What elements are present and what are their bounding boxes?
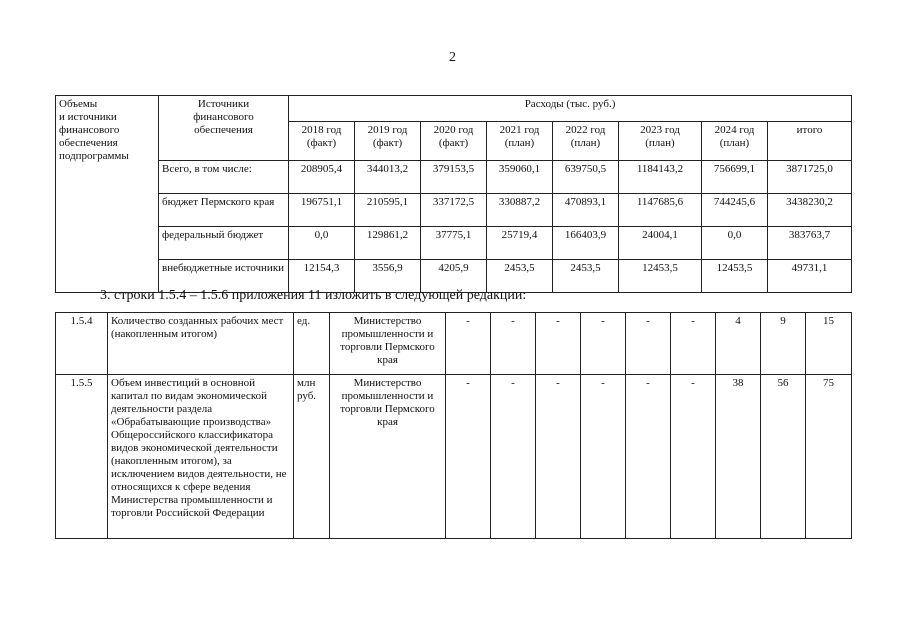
cell-value: 470893,1	[553, 194, 619, 227]
cell-value: 4205,9	[421, 260, 487, 293]
cell-value: 9	[761, 313, 806, 375]
cell-value: 0,0	[702, 227, 768, 260]
table-row	[56, 161, 852, 194]
cell-value: 12453,5	[702, 260, 768, 293]
indicator-description: Количество созданных рабочих мест (накопленным итогом)	[108, 313, 294, 375]
table-row	[56, 194, 852, 227]
cell-value: 3556,9	[355, 260, 421, 293]
cell-value: -	[446, 375, 491, 539]
cell-value: -	[671, 313, 716, 375]
cell-value: -	[491, 313, 536, 375]
cell-value: 1184143,2	[619, 161, 702, 194]
cell-value: -	[626, 313, 671, 375]
cell-value: 210595,1	[355, 194, 421, 227]
year-header: 2018 год (факт)	[289, 122, 355, 161]
cell-value: 208905,4	[289, 161, 355, 194]
financing-label: Объемы и источники финансового обеспечения подпрограммы	[56, 96, 159, 293]
year-header: 2023 год (план)	[619, 122, 702, 161]
cell-value: -	[536, 313, 581, 375]
table-row	[56, 375, 852, 539]
row-label: федеральный бюджет	[159, 227, 289, 260]
unit-cell: ед.	[294, 313, 330, 375]
cell-value: 166403,9	[553, 227, 619, 260]
cell-value: 2453,5	[487, 260, 553, 293]
cell-value: 756699,1	[702, 161, 768, 194]
cell-value: 383763,7	[768, 227, 852, 260]
row-number: 1.5.4	[56, 313, 108, 375]
cell-value: 38	[716, 375, 761, 539]
cell-value: -	[626, 375, 671, 539]
year-header: 2020 год (факт)	[421, 122, 487, 161]
row-label: внебюджетные источники	[159, 260, 289, 293]
responsible-org: Министерство промышленности и торговли Пермского края	[330, 313, 446, 375]
cell-value: 330887,2	[487, 194, 553, 227]
cell-value: 37775,1	[421, 227, 487, 260]
row-label: Всего, в том числе:	[159, 161, 289, 194]
cell-value: 639750,5	[553, 161, 619, 194]
cell-value: -	[581, 313, 626, 375]
instruction-text: 3. строки 1.5.4 – 1.5.6 приложения 11 изложить в следующей редакции:	[100, 288, 527, 303]
cell-value: -	[581, 375, 626, 539]
financing-table	[55, 95, 852, 293]
total-header: итого	[768, 122, 852, 161]
cell-value: 196751,1	[289, 194, 355, 227]
year-header: 2021 год (план)	[487, 122, 553, 161]
cell-value: -	[536, 375, 581, 539]
table-row	[56, 227, 852, 260]
cell-value: 49731,1	[768, 260, 852, 293]
row-number: 1.5.5	[56, 375, 108, 539]
cell-value: 56	[761, 375, 806, 539]
cell-value: 359060,1	[487, 161, 553, 194]
cell-value: 744245,6	[702, 194, 768, 227]
year-header: 2022 год (план)	[553, 122, 619, 161]
cell-value: -	[671, 375, 716, 539]
cell-value: 3438230,2	[768, 194, 852, 227]
row-label: бюджет Пермского края	[159, 194, 289, 227]
year-header: 2019 год (факт)	[355, 122, 421, 161]
cell-value: 12453,5	[619, 260, 702, 293]
year-header: 2024 год (план)	[702, 122, 768, 161]
cell-value: 12154,3	[289, 260, 355, 293]
cell-value: 2453,5	[553, 260, 619, 293]
cell-value: 379153,5	[421, 161, 487, 194]
cell-value: 4	[716, 313, 761, 375]
cell-value: 129861,2	[355, 227, 421, 260]
cell-value: 15	[806, 313, 852, 375]
responsible-org: Министерство промышленности и торговли Пермского края	[330, 375, 446, 539]
page-number: 2	[449, 50, 456, 65]
cell-value: 1147685,6	[619, 194, 702, 227]
indicators-table	[55, 312, 852, 539]
sources-header: Источники финансового обеспечения	[159, 96, 289, 161]
cell-value: -	[491, 375, 536, 539]
expenses-header: Расходы (тыс. руб.)	[289, 96, 852, 122]
cell-value: 25719,4	[487, 227, 553, 260]
unit-cell: млн руб.	[294, 375, 330, 539]
cell-value: 3871725,0	[768, 161, 852, 194]
table-row	[56, 313, 852, 375]
cell-value: 24004,1	[619, 227, 702, 260]
cell-value: 337172,5	[421, 194, 487, 227]
cell-value: 344013,2	[355, 161, 421, 194]
indicator-description: Объем инвестиций в основной капитал по видам экономической деятельности раздела «Обрабатывающие производства» Общероссийского классификатора видов экономической деятельности (накопленным итогом), за исключением видов деятельности, не относящихся к сфере ведения Министерства промышленности и торговли Российской Федерации	[108, 375, 294, 539]
cell-value: 75	[806, 375, 852, 539]
cell-value: 0,0	[289, 227, 355, 260]
cell-value: -	[446, 313, 491, 375]
